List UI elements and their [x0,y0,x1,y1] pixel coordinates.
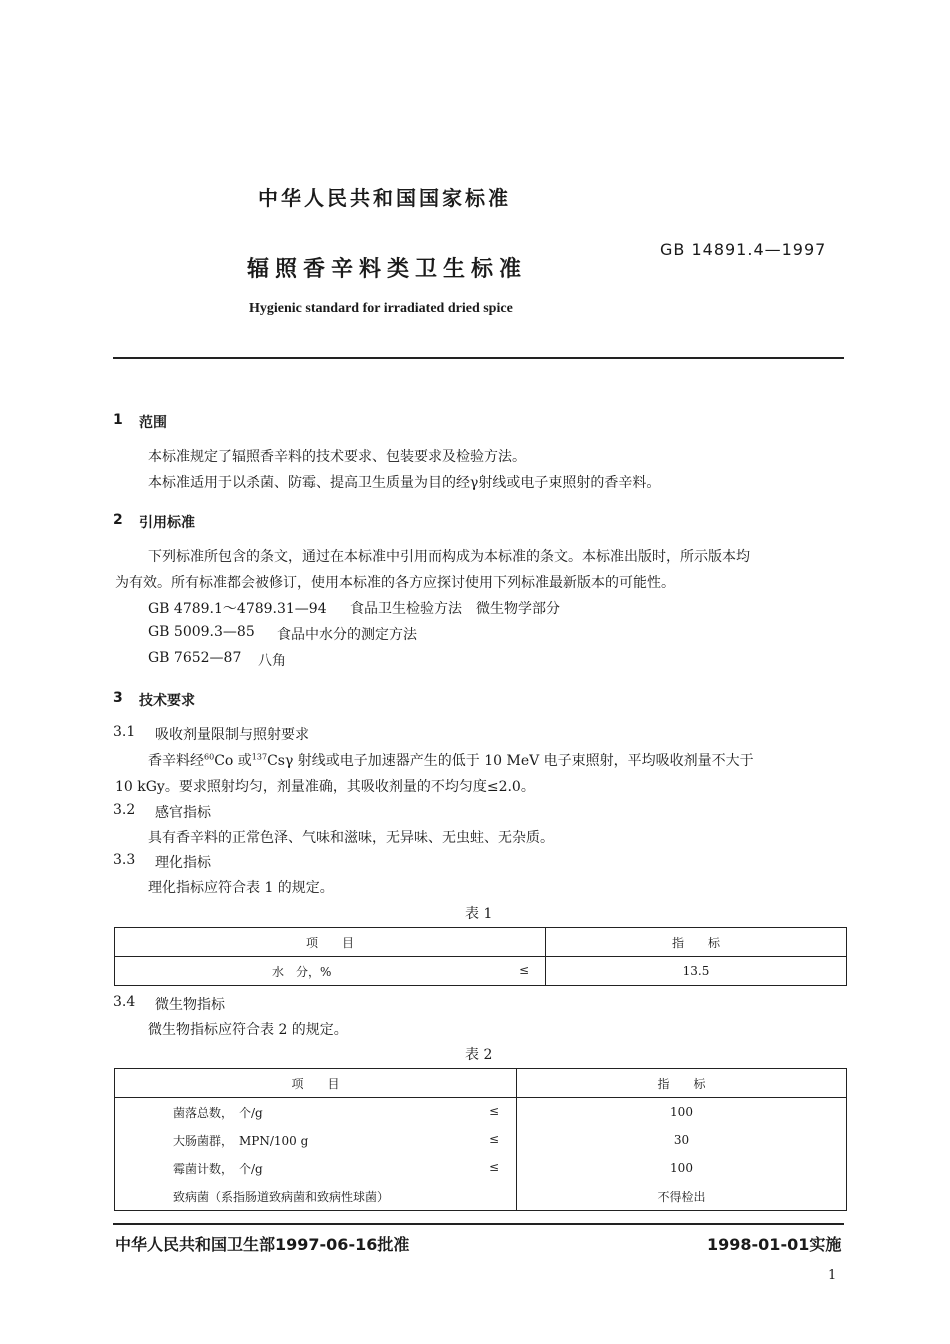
ref-code-3: GB 7652—87 [148,650,242,666]
table-row [115,1069,847,1098]
subsection-3-4-title: 微生物指标 [155,997,225,1013]
subsection-3-4-number: 3.4 [113,994,136,1010]
table-1-caption: 表 1 [465,906,493,922]
table-2-item-label: 霉菌计数， 个/g [173,1162,263,1176]
dose-text-a: 香辛料经 [148,753,204,769]
le-symbol: ≤ [489,1104,500,1118]
english-title: Hygienic standard for irradiated dried spice [249,301,513,316]
table-2-cell-item [115,1098,517,1127]
effective-date: 1998-01-01实施 [707,1235,842,1254]
le-symbol: ≤ [489,1160,500,1174]
table-1-header-item: 项 目 [115,928,546,957]
section-1-para-2: 本标准适用于以杀菌、防霉、提高卫生质量为目的经γ射线或电子束照射的香辛料。 [148,475,661,491]
dose-text-c: Csγ 射线或电子加速器产生的低于 10 MeV 电子束照射，平均吸收剂量不大于 [267,753,754,769]
table-2-caption: 表 2 [465,1047,493,1063]
subsection-3-1-title: 吸收剂量限制与照射要求 [155,727,309,743]
section-2-para-line-1: 下列标准所包含的条文，通过在本标准中引用而构成为本标准的条文。本标准出版时，所示版本均 [148,549,750,565]
table-2-cell-value: 30 [517,1126,847,1154]
approval-line: 中华人民共和国卫生部1997-06-16批准 [115,1235,410,1254]
subsection-3-1-line-2: 10 kGy。要求照射均匀，剂量准确，其吸收剂量的不均匀度≤2.0。 [115,779,535,795]
le-symbol: ≤ [519,963,530,977]
table-2-header-item: 项 目 [115,1069,517,1098]
table-1-header-value: 指 标 [546,928,847,957]
subsection-3-2-title: 感官指标 [155,805,211,821]
dose-text-b: Co 或 [214,753,252,769]
section-1-title: 范围 [139,415,167,431]
table-row [115,957,847,986]
table-2-cell-item [115,1126,517,1154]
ref-title-3: 八角 [258,653,286,669]
table-row [115,1098,847,1127]
table-row [115,1126,847,1154]
standard-code: GB 14891.4—1997 [660,240,827,259]
table-2-item-label: 大肠菌群， MPN/100 g [173,1134,309,1148]
subsection-3-4-para: 微生物指标应符合表 2 的规定。 [148,1022,348,1038]
subsection-3-1-line-1 [148,750,754,770]
subsection-3-3-number: 3.3 [113,852,136,868]
table-2 [114,1068,847,1211]
table-2-cell-item [115,1182,517,1211]
page-number: 1 [828,1268,837,1283]
table-2-item-label: 菌落总数， 个/g [173,1106,263,1120]
table-row [115,1154,847,1182]
header-divider [113,357,844,359]
section-1-para-1: 本标准规定了辐照香辛料的技术要求、包装要求及检验方法。 [148,449,526,465]
ref-title-1: 食品卫生检验方法 微生物学部分 [350,601,560,617]
table-2-cell-value: 100 [517,1098,847,1127]
co-isotope-mass: 60 [204,752,215,762]
table-1-cell-item [115,957,546,986]
section-3-title: 技术要求 [139,693,195,709]
org-line: 中华人民共和国国家标准 [258,186,511,210]
table-row [115,1182,847,1211]
subsection-3-2-number: 3.2 [113,802,136,818]
ref-code-2: GB 5009.3—85 [148,624,255,640]
cs-isotope-mass: 137 [251,752,268,762]
ref-title-2: 食品中水分的测定方法 [277,627,417,643]
section-2-para-line-2: 为有效。所有标准都会被修订，使用本标准的各方应探讨使用下列标准最新版本的可能性。 [115,575,675,591]
table-2-header-value: 指 标 [517,1069,847,1098]
section-3-number: 3 [113,690,123,706]
subsection-3-3-title: 理化指标 [155,855,211,871]
table-2-item-label: 致病菌（系指肠道致病菌和致病性球菌） [173,1190,390,1204]
le-symbol: ≤ [489,1132,500,1146]
table-2-cell-value: 不得检出 [517,1182,847,1211]
subsection-3-3-para: 理化指标应符合表 1 的规定。 [148,880,334,896]
ref-code-1: GB 4789.1～4789.31—94 [148,601,327,617]
table-1-item-label: 水 分，% [272,965,332,979]
section-1-number: 1 [113,412,123,428]
footer-divider [113,1223,844,1225]
standard-title: 辐照香辛料类卫生标准 [247,257,528,282]
table-1 [114,927,847,986]
section-2-title: 引用标准 [139,515,195,531]
table-2-cell-value: 100 [517,1154,847,1182]
subsection-3-2-para: 具有香辛料的正常色泽、气味和滋味，无异味、无虫蛀、无杂质。 [148,830,554,846]
table-2-cell-item [115,1154,517,1182]
section-2-number: 2 [113,512,123,528]
subsection-3-1-number: 3.1 [113,724,136,740]
table-1-cell-value: 13.5 [546,957,847,986]
table-row [115,928,847,957]
